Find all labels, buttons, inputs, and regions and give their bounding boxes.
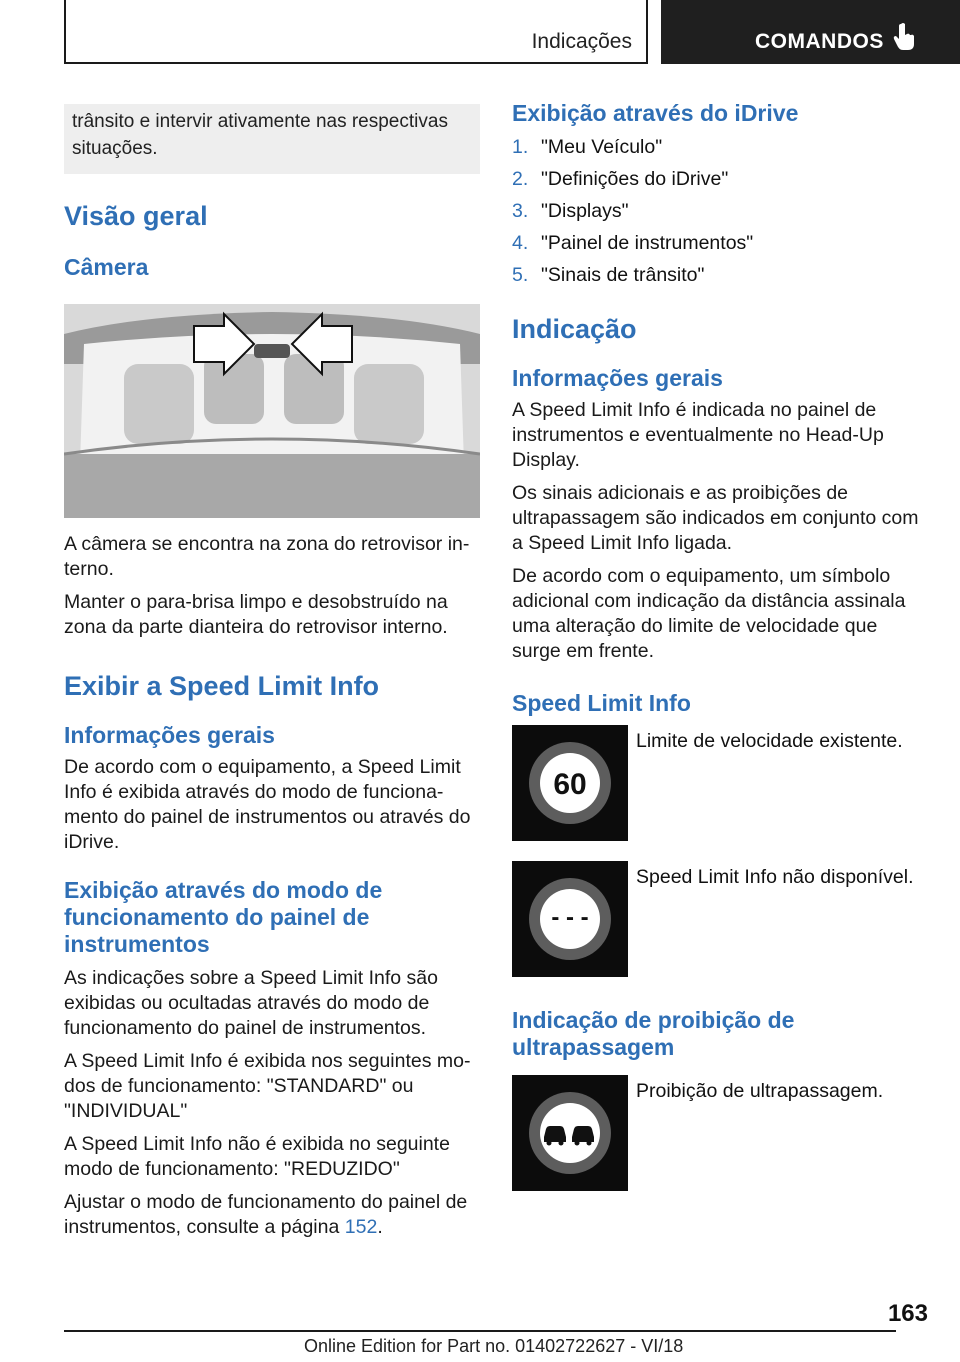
list-item — [512, 259, 928, 291]
general-info-heading: Informações gerais — [64, 722, 275, 748]
step-text: "Definições do iDrive" — [541, 168, 729, 190]
overview-heading: Visão geral — [64, 201, 208, 231]
speed-limit-value: 60 — [553, 768, 587, 801]
continued-note — [64, 104, 480, 174]
section-title: Indicações — [531, 30, 632, 53]
show-speed-limit-heading: Exibir a Speed Limit Info — [64, 671, 380, 701]
right-column — [512, 100, 928, 1191]
camera-interior-photo — [64, 304, 480, 518]
indication-paragraph-3: De acordo com o equipamento, um símbolo adicional com indicação da distância assinala uma alteração do limite de velocidade que surge em frente. — [512, 565, 906, 662]
pointing-hand-icon — [893, 22, 917, 52]
mode-paragraph-2: A Speed Limit Info é exibida nos seguintes modos de funcionamento: "STANDARD" ou "INDIVIDUAL" — [64, 1050, 471, 1122]
speed-limit-info-heading: Speed Limit Info — [512, 690, 691, 716]
step-text: "Sinais de trânsito" — [541, 264, 705, 286]
list-item — [512, 195, 928, 227]
no-overtaking-sign-row — [512, 1075, 928, 1191]
speed-limit-caption: Limite de velocidade existente. — [636, 730, 903, 752]
list-item — [512, 163, 928, 195]
general-info-paragraph: De acordo com o equipamento, a Speed Limit Info é exibida através do modo de funcionamento do painel de instrumentos ou através do iDrive. — [64, 756, 471, 853]
section-tab — [64, 0, 648, 64]
page-reference-link[interactable]: 152 — [344, 1216, 378, 1238]
step-number: 4. — [512, 232, 529, 254]
step-number: 5. — [512, 264, 529, 286]
list-item — [512, 227, 928, 259]
camera-paragraph-2: Manter o para-brisa limpo e desobstruído na zona da parte dianteira do retrovisor interno. — [64, 591, 448, 638]
no-overtaking-caption: Proibição de ultrapassagem. — [636, 1080, 884, 1102]
mode-paragraph-3: A Speed Limit Info não é exibida no seguinte modo de funcionamento: "REDUZIDO" — [64, 1133, 450, 1180]
list-item — [512, 131, 928, 163]
mode-paragraph-4 — [64, 1190, 480, 1240]
step-text: "Meu Veículo" — [541, 136, 663, 158]
no-overtaking-heading: Indicação de proibição de ultrapassagem — [512, 1007, 795, 1060]
indication-heading: Indicação — [512, 314, 637, 344]
unavailable-sign-value: - - - — [551, 904, 589, 931]
unavailable-sign — [512, 861, 628, 977]
camera-heading: Câmera — [64, 254, 149, 280]
speed-limit-sign-icon — [512, 725, 628, 841]
no-overtaking-sign — [512, 1075, 628, 1191]
camera-paragraph-1: A câmera se encontra na zona do retrovisor interno. — [64, 533, 470, 580]
mode-display-heading: Exibição através do modo de funcionamento do painel de instrumentos — [64, 877, 383, 957]
page-header — [0, 0, 960, 66]
indication-paragraph-2: Os sinais adicionais e as proibições de ultrapassagem são indicados em conjunto com a Speed Limit Info ligada. — [512, 482, 919, 554]
speed-limit-sign-row — [512, 725, 928, 841]
mode-paragraph-4-text: Ajustar o modo de funcionamento do painel de instrumentos, consulte a página — [64, 1191, 468, 1238]
step-number: 3. — [512, 200, 529, 222]
speed-limit-60-sign — [512, 725, 628, 841]
unavailable-caption: Speed Limit Info não disponível. — [636, 866, 914, 888]
chapter-tab — [661, 0, 960, 64]
footer-divider — [64, 1330, 896, 1332]
step-number: 1. — [512, 136, 529, 158]
page-number: 163 — [887, 1300, 928, 1327]
indication-paragraph-1: A Speed Limit Info é indicada no painel de instrumentos e eventualmente no Head-Up Display. — [512, 399, 884, 471]
edition-footer: Online Edition for Part no. 01402722627 - VI/18 — [304, 1336, 684, 1356]
idrive-display-heading: Exibição através do iDrive — [512, 100, 799, 126]
idrive-steps-list — [512, 131, 928, 291]
mode-paragraph-4-end: . — [377, 1216, 383, 1238]
chapter-title: COMANDOS — [755, 30, 884, 53]
step-number: 2. — [512, 168, 529, 190]
unavailable-sign-row — [512, 861, 928, 977]
unavailable-sign-icon — [512, 861, 628, 977]
step-text: "Displays" — [541, 200, 629, 222]
left-column — [64, 104, 480, 1240]
no-overtaking-icon — [512, 1075, 628, 1191]
indication-general-heading: Informações gerais — [512, 365, 723, 391]
note-text: trânsito e intervir ativamente nas respectivas situações. — [72, 111, 448, 159]
step-text: "Painel de instrumentos" — [541, 232, 754, 254]
mode-paragraph-1: As indicações sobre a Speed Limit Info são exibidas ou ocultadas através do modo de funcionamento do painel de instrumentos. — [64, 967, 438, 1039]
